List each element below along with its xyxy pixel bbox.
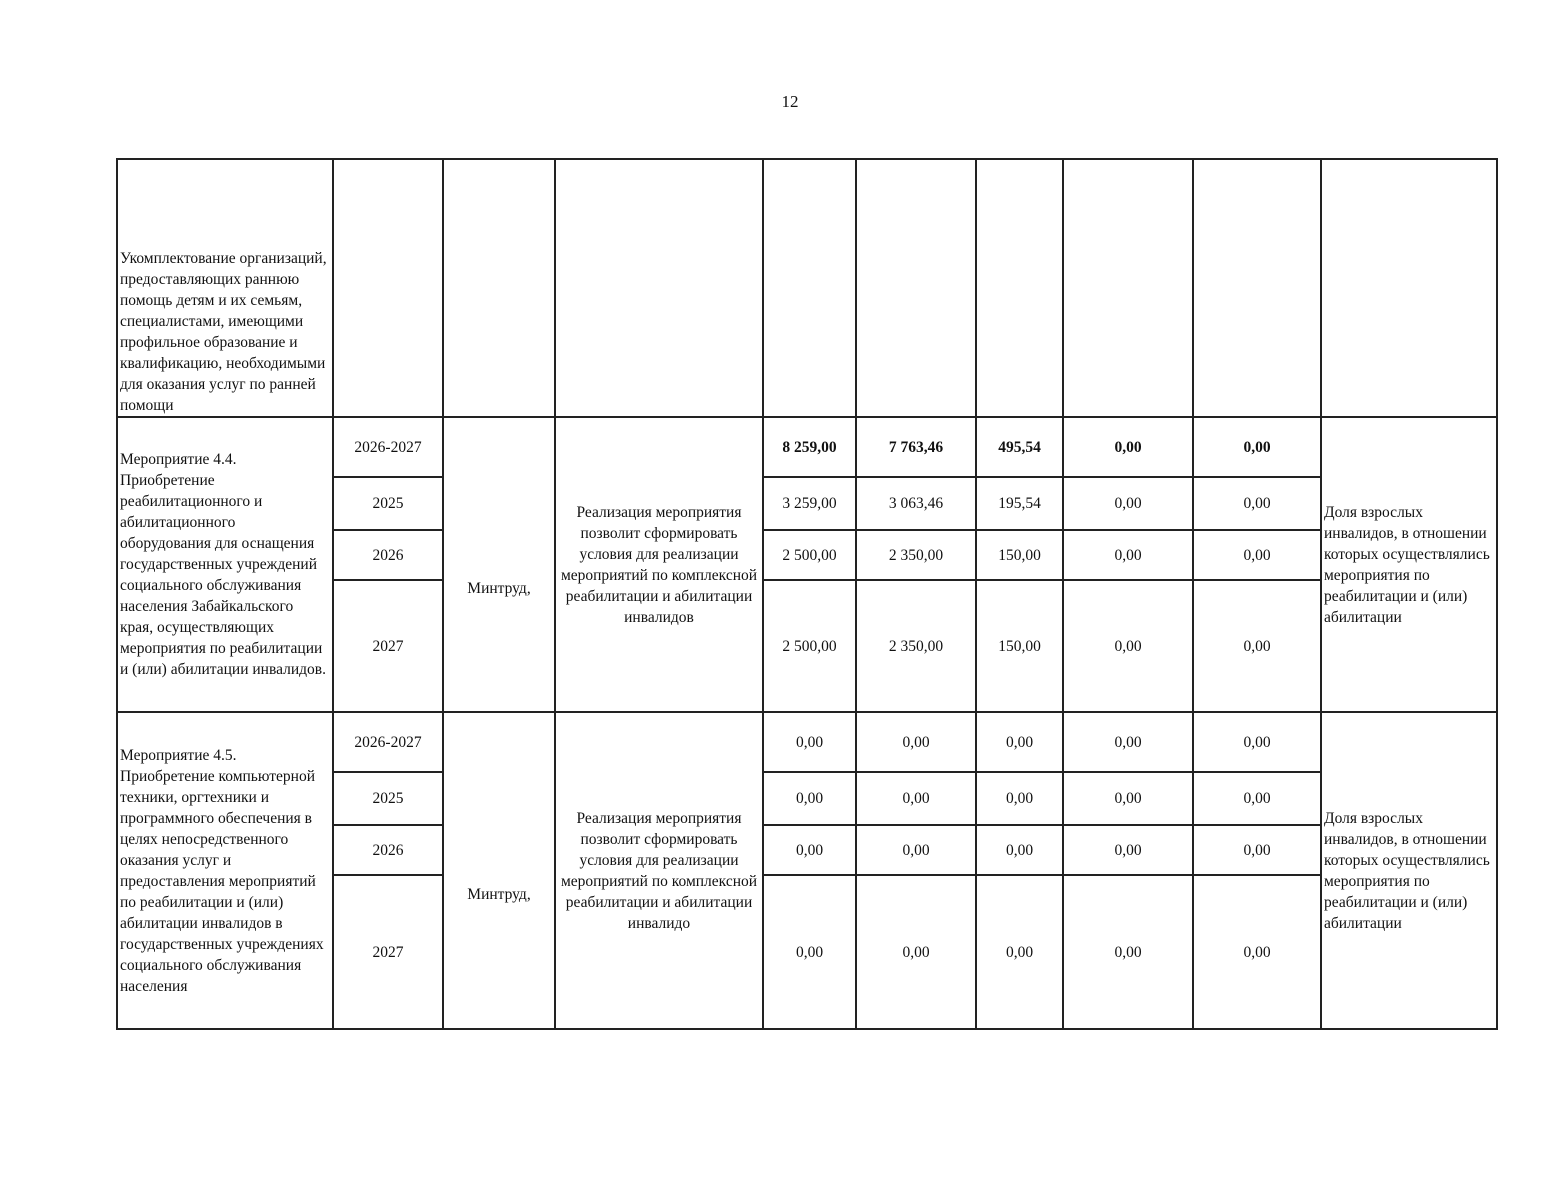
empty-cell (976, 159, 1063, 417)
value-cell: 2 350,00 (856, 580, 976, 712)
value-cell: 0,00 (1193, 477, 1321, 530)
result-cell: Реализация мероприятия позволит сформировать условия для реализации мероприятий по комплексной реабилитации и абилитации инвалидо (555, 712, 763, 1029)
value-cell: 0,00 (856, 772, 976, 825)
empty-cell (1193, 159, 1321, 417)
value-cell: 0,00 (1193, 530, 1321, 580)
empty-cell (856, 159, 976, 417)
program-table (116, 158, 1498, 1030)
value-cell: 0,00 (856, 825, 976, 875)
value-cell: 0,00 (1193, 712, 1321, 772)
page-number: 12 (781, 92, 799, 111)
year-cell: 2026-2027 (333, 417, 443, 477)
measure-description: Мероприятие 4.4. Приобретение реабилитационного и абилитационного оборудования для оснащения государственных учреждений социального обслуживания населения Забайкальского края, осуществляющих мероприятия по реабилитации и (или) абилитации инвалидов. (117, 417, 333, 712)
value-cell: 0,00 (976, 825, 1063, 875)
value-cell: 0,00 (1063, 417, 1193, 477)
value-cell: 0,00 (976, 712, 1063, 772)
year-cell: 2026-2027 (333, 712, 443, 772)
empty-cell (1063, 159, 1193, 417)
value-cell: 7 763,46 (856, 417, 976, 477)
value-cell: 0,00 (1063, 825, 1193, 875)
value-cell: 0,00 (1063, 580, 1193, 712)
table-row (117, 159, 1497, 417)
empty-cell (1321, 159, 1497, 417)
year-cell: 2026 (333, 825, 443, 875)
year-cell: 2025 (333, 477, 443, 530)
value-cell: 2 500,00 (763, 530, 856, 580)
measure-description: Мероприятие 4.5. Приобретение компьютерной техники, оргтехники и программного обеспечения в целях непосредственного оказания услуг и предоставления мероприятий по реабилитации и (или) абилитации инвалидов в государственных учреждениях социального обслуживания населения (117, 712, 333, 1029)
year-cell: 2027 (333, 580, 443, 712)
value-cell: 0,00 (1193, 825, 1321, 875)
value-cell: 0,00 (856, 712, 976, 772)
indicator-cell: Доля взрослых инвалидов, в отношении которых осуществлялись мероприятия по реабилитации и (или) абилитации (1321, 712, 1497, 1029)
year-cell: 2025 (333, 772, 443, 825)
value-cell: 3 063,46 (856, 477, 976, 530)
value-cell: 0,00 (1063, 477, 1193, 530)
empty-cell (443, 159, 555, 417)
value-cell: 8 259,00 (763, 417, 856, 477)
executor-cell (443, 417, 555, 712)
table-row (117, 712, 1497, 772)
value-cell: 2 350,00 (856, 530, 976, 580)
value-cell: 2 500,00 (763, 580, 856, 712)
value-cell: 0,00 (1193, 772, 1321, 825)
executor-label: Минтруд, (467, 580, 531, 597)
value-cell: 0,00 (1063, 530, 1193, 580)
value-cell: 0,00 (1193, 580, 1321, 712)
value-cell: 0,00 (763, 825, 856, 875)
value-cell: 0,00 (763, 712, 856, 772)
empty-cell (763, 159, 856, 417)
value-cell: 0,00 (1063, 712, 1193, 772)
value-cell: 0,00 (976, 772, 1063, 825)
value-cell: 3 259,00 (763, 477, 856, 530)
empty-cell (555, 159, 763, 417)
value-cell: 495,54 (976, 417, 1063, 477)
value-cell: 0,00 (1063, 772, 1193, 825)
measure-description: Укомплектование организаций, предоставляющих раннюю помощь детям и их семьям, специалистами, имеющими профильное образование и квалификацию, необходимыми для оказания услуг по ранней помощи (117, 159, 333, 417)
value-cell: 150,00 (976, 530, 1063, 580)
result-cell: Реализация мероприятия позволит сформировать условия для реализации мероприятий по комплексной реабилитации и абилитации инвалидов (555, 417, 763, 712)
value-cell: 0,00 (1063, 875, 1193, 1029)
year-cell: 2027 (333, 875, 443, 1029)
value-cell: 0,00 (1193, 417, 1321, 477)
value-cell: 0,00 (763, 875, 856, 1029)
value-cell: 0,00 (856, 875, 976, 1029)
value-cell: 0,00 (1193, 875, 1321, 1029)
executor-label: Минтруд, (467, 886, 531, 903)
empty-cell (333, 159, 443, 417)
value-cell: 150,00 (976, 580, 1063, 712)
executor-cell (443, 712, 555, 1029)
indicator-cell: Доля взрослых инвалидов, в отношении которых осуществлялись мероприятия по реабилитации и (или) абилитации (1321, 417, 1497, 712)
value-cell: 195,54 (976, 477, 1063, 530)
year-cell: 2026 (333, 530, 443, 580)
value-cell: 0,00 (976, 875, 1063, 1029)
value-cell: 0,00 (763, 772, 856, 825)
table-row (117, 417, 1497, 477)
